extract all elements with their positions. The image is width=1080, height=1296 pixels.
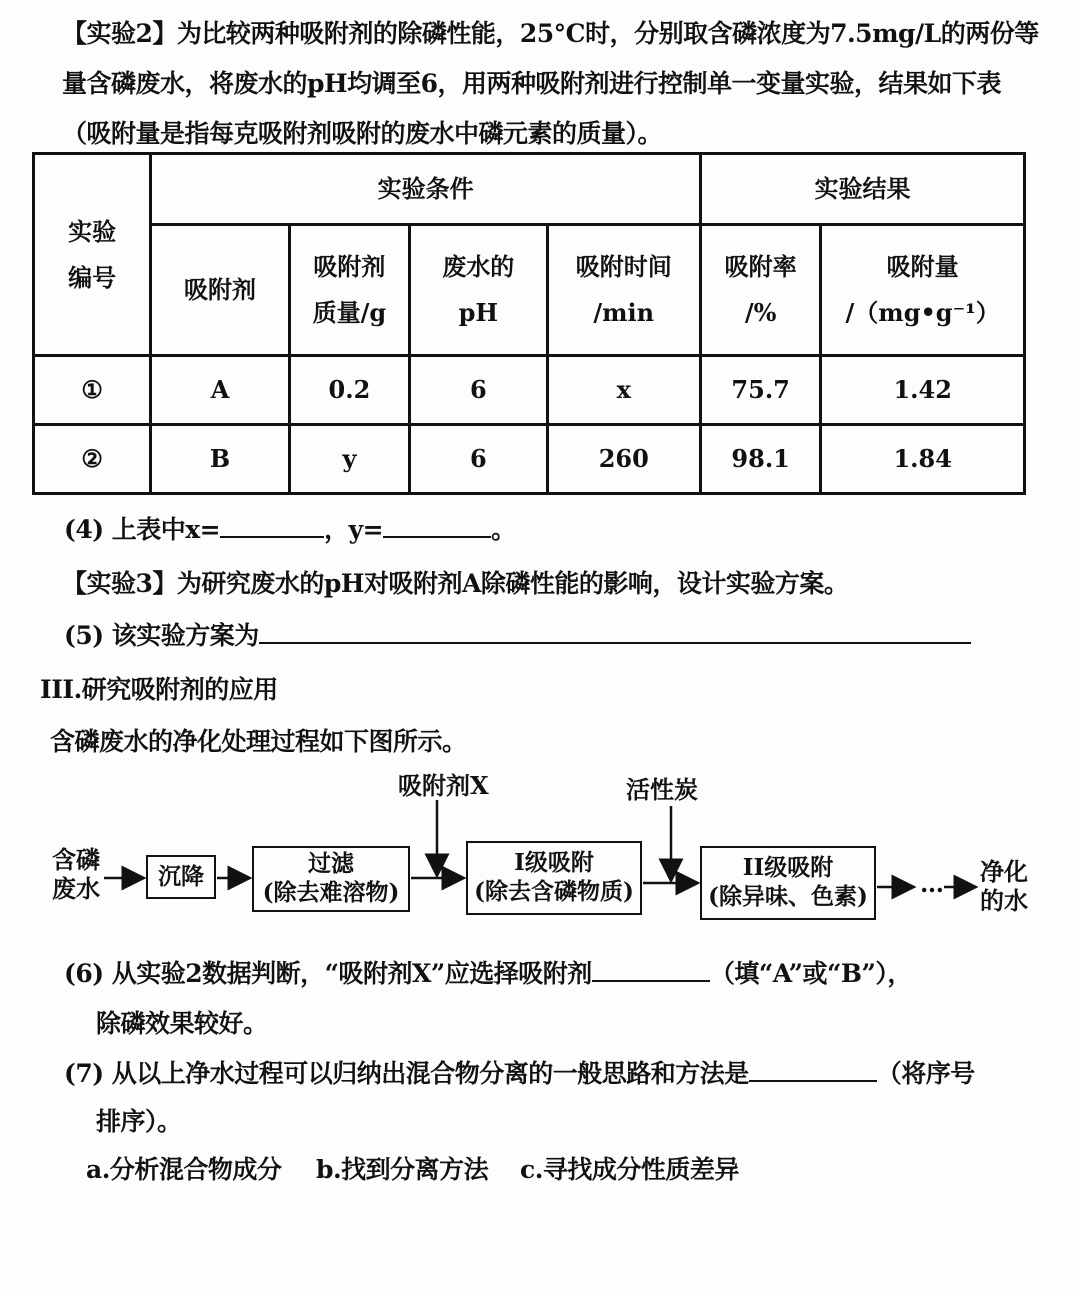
header-results: 实验结果	[700, 154, 1024, 225]
cell: x	[547, 356, 700, 425]
flow-output: 净化 的水	[980, 857, 1028, 915]
question-6-line2: 除磷效果较好。	[96, 1009, 268, 1038]
flow-adsorbent-x: 吸附剂X	[398, 771, 489, 800]
cell: 0.2	[289, 356, 409, 425]
option-c: c.寻找成分性质差异	[520, 1155, 739, 1184]
experiment-3: 【实验3】为研究废水的pH对吸附剂A除磷性能的影响，设计实验方案。	[62, 569, 849, 598]
header-adsorbent: 吸附剂	[151, 225, 289, 356]
header-mass: 吸附剂 质量/g	[289, 225, 409, 356]
intro-line-3: （吸附量是指每克吸附剂吸附的废水中磷元素的质量）。	[62, 119, 663, 148]
section-title: III.研究吸附剂的应用	[40, 675, 278, 704]
question-4: (4) 上表中x= ，y= 。	[64, 515, 516, 544]
option-a: a.分析混合物成分	[86, 1155, 282, 1184]
header-time: 吸附时间 /min	[547, 225, 700, 356]
header-amount: 吸附量 /（mg•g⁻¹）	[821, 225, 1025, 356]
cell: 6	[410, 356, 547, 425]
flow-step-secondary-adsorption: II级吸附 (除异味、色素)	[700, 846, 876, 920]
question-7-line2: 排序）。	[96, 1107, 182, 1136]
cell: ①	[34, 356, 151, 425]
cell: 1.42	[821, 356, 1025, 425]
intro-line-1: 【实验2】为比较两种吸附剂的除磷性能，25°C时，分别取含磷浓度为7.5mg/L的两份等	[62, 19, 1039, 48]
flow-intro: 含磷废水的净化处理过程如下图所示。	[50, 727, 467, 756]
cell: 75.7	[700, 356, 820, 425]
cell: 260	[547, 425, 700, 494]
cell: 1.84	[821, 425, 1025, 494]
option-b: b.找到分离方法	[316, 1155, 489, 1184]
flow-activated-carbon: 活性炭	[626, 775, 698, 804]
question-5: (5) 该实验方案为	[64, 616, 971, 652]
question-6: (6) 从实验2数据判断，“吸附剂X”应选择吸附剂 （填“A”或“B”），	[64, 959, 912, 988]
cell: ②	[34, 425, 151, 494]
intro-line-2: 量含磷废水，将废水的pH均调至6，用两种吸附剂进行控制单一变量实验，结果如下表	[62, 69, 1001, 98]
header-conditions: 实验条件	[151, 154, 701, 225]
flow-input: 含磷 废水	[52, 845, 100, 903]
cell: B	[151, 425, 289, 494]
answer-blank-order[interactable]	[749, 1058, 877, 1082]
flow-step-primary-adsorption: I级吸附 (除去含磷物质)	[466, 841, 642, 915]
flow-step-filtration: 过滤 (除去难溶物)	[252, 846, 410, 912]
header-experiment-id: 实验 编号	[34, 154, 151, 356]
cell: A	[151, 356, 289, 425]
flow-ellipsis: …	[920, 869, 944, 898]
header-ph: 废水的 pH	[410, 225, 547, 356]
cell: 6	[410, 425, 547, 494]
cell: y	[289, 425, 409, 494]
cell: 98.1	[700, 425, 820, 494]
answer-blank-adsorbent[interactable]	[592, 958, 710, 982]
question-7: (7) 从以上净水过程可以归纳出混合物分离的一般思路和方法是 （将序号	[64, 1059, 975, 1088]
flow-step-settling: 沉降	[146, 855, 216, 899]
header-rate: 吸附率 /%	[700, 225, 820, 356]
